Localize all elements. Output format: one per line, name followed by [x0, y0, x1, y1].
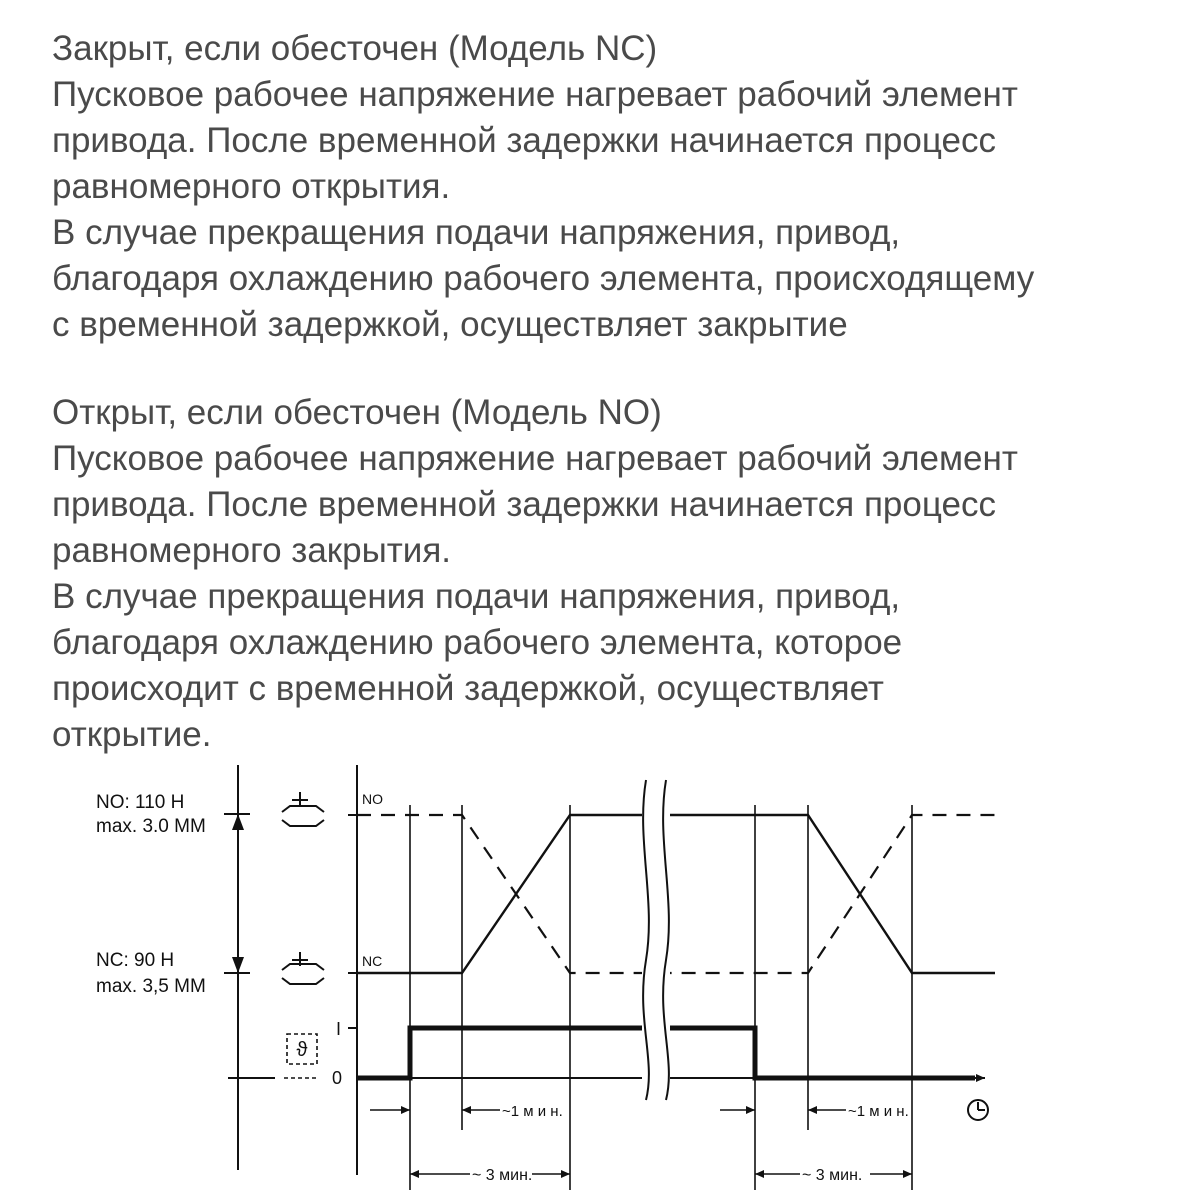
- level-one-label: I: [336, 1019, 342, 1039]
- time-break-gap: [642, 780, 670, 1100]
- stroke-arrow-up: [232, 814, 244, 830]
- nc-line: с временной задержкой, осуществляет закрытие: [52, 305, 848, 344]
- nc-curve: [357, 815, 995, 973]
- no-line: открытие.: [52, 715, 212, 754]
- no-line: равномерного закрытия.: [52, 531, 451, 570]
- no-line: привода. После временной задержки начинается процесс: [52, 485, 996, 524]
- no-stroke-label: max. 3.0 ММ: [96, 816, 206, 837]
- no-description: [52, 390, 1172, 758]
- no-curve: [357, 815, 1000, 973]
- timing-diagram: [0, 760, 1200, 1200]
- nc-line: благодаря охлаждению рабочего элемента, происходящему: [52, 259, 1035, 298]
- nc-line: Пусковое рабочее напряжение нагревает рабочий элемент: [52, 75, 1018, 114]
- stroke-time-label: ~ 3 мин.: [472, 1167, 533, 1184]
- no-line: благодаря охлаждению рабочего элемента, которое: [52, 623, 903, 662]
- nc-line: В случае прекращения подачи напряжения, привод,: [52, 213, 901, 252]
- delay-label: ~1 м и н.: [848, 1103, 909, 1120]
- level-no-label: NO: [362, 791, 383, 807]
- level-nc-label: NC: [362, 953, 383, 969]
- no-line: В случае прекращения подачи напряжения, привод,: [52, 577, 901, 616]
- nc-description: [52, 26, 1172, 348]
- nc-force-label: NC: 90 Н: [96, 950, 175, 971]
- no-force-label: NO: 110 Н: [96, 792, 185, 813]
- no-line: Пусковое рабочее напряжение нагревает рабочий элемент: [52, 439, 1018, 478]
- nc-title: Закрыт, если обесточен (Модель NC): [52, 29, 658, 68]
- no-line: происходит с временной задержкой, осуществляет: [52, 669, 884, 708]
- valve-symbol-icon: [282, 792, 324, 826]
- stroke-arrow-down: [232, 957, 244, 973]
- nc-line: равномерного открытия.: [52, 167, 451, 206]
- level-zero-label: 0: [332, 1068, 343, 1088]
- no-title: Открыт, если обесточен (Модель NO): [52, 393, 662, 432]
- nc-stroke-label: max. 3,5 ММ: [96, 976, 206, 997]
- valve-symbol-icon: [282, 952, 324, 984]
- nc-line: привода. После временной задержки начинается процесс: [52, 121, 996, 160]
- delay-label: ~1 м и н.: [502, 1103, 563, 1120]
- clock-icon: [968, 1100, 988, 1120]
- thermal-symbol: ϑ: [296, 1039, 308, 1061]
- stroke-time-label: ~ 3 мин.: [802, 1167, 863, 1184]
